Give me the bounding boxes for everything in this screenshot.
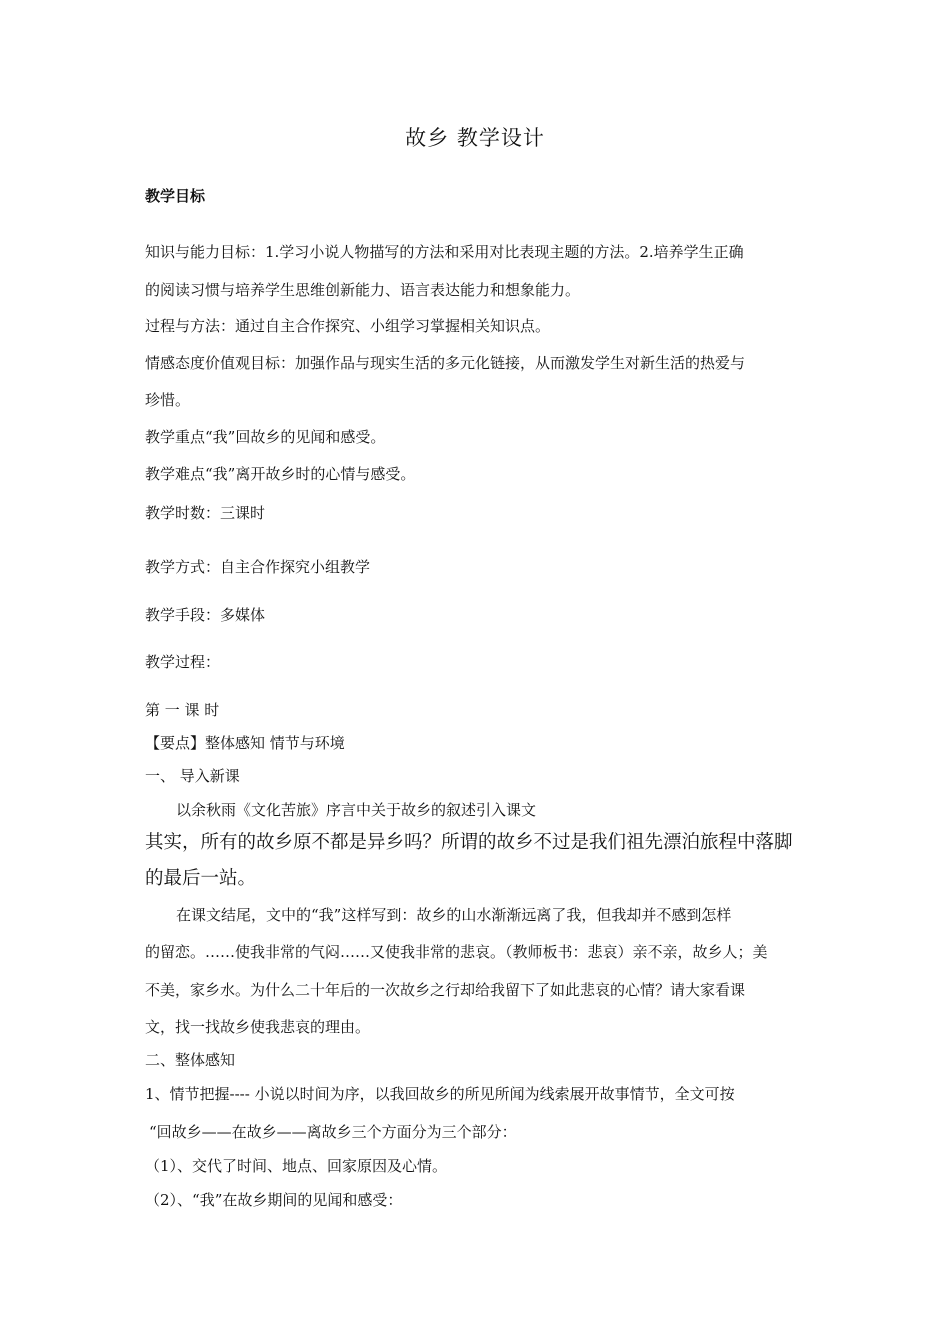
- step-one-heading: 一、 导入新课: [145, 767, 240, 785]
- document-title: 故乡 教学设计: [405, 126, 545, 150]
- objective-knowledge-line-2: 的阅读习惯与培养学生思维创新能力、语言表达能力和想象能力。: [145, 281, 581, 299]
- step-two-heading: 二、整体感知: [145, 1051, 236, 1069]
- objective-emotion-line-2: 珍惜。: [145, 391, 191, 409]
- difficult-point: 教学难点“我”离开故乡时的心情与感受。: [145, 465, 416, 483]
- part-one: （1）、交代了时间、地点、回家原因及心情。: [145, 1157, 448, 1175]
- intro-line: 以余秋雨《文化苦旅》序言中关于故乡的叙述引入课文: [176, 801, 537, 819]
- teaching-means: 教学手段：多媒体: [145, 606, 266, 624]
- objective-process: 过程与方法：通过自主合作探究、小组学习掌握相关知识点。: [145, 317, 551, 335]
- section-heading-objectives: 教学目标: [145, 187, 206, 205]
- key-focus: 【要点】整体感知 情节与环境: [145, 734, 345, 752]
- key-point: 教学重点“我”回故乡的见闻和感受。: [145, 428, 386, 446]
- lesson-one-heading: 第 一 课 时: [145, 701, 220, 719]
- paragraph-line-2: 的留恋。……使我非常的气闷……又使我非常的悲哀。（教师板书：悲哀）亲不亲，故乡人；美: [145, 943, 768, 961]
- part-two: （2）、“我”在故乡期间的见闻和感受：: [145, 1191, 403, 1209]
- teaching-method: 教学方式：自主合作探究小组教学: [145, 558, 371, 576]
- paragraph-line-1: 在课文结尾，文中的“我”这样写到：故乡的山水渐渐远离了我，但我却并不感到怎样: [176, 906, 732, 924]
- quote-line-2: 的最后一站。: [145, 868, 257, 889]
- paragraph-line-3: 不美，家乡水。为什么二十年后的一次故乡之行却给我留下了如此悲哀的心情？请大家看课: [145, 981, 746, 999]
- objective-emotion-line-1: 情感态度价值观目标：加强作品与现实生活的多元化链接，从而激发学生对新生活的热爱与: [145, 354, 746, 372]
- paragraph-line-4: 文，找一找故乡使我悲哀的理由。: [145, 1018, 371, 1036]
- class-hours: 教学时数：三课时: [145, 504, 266, 522]
- plot-line-2: “回故乡——在故乡——离故乡三个方面分为三个部分：: [149, 1123, 517, 1141]
- objective-knowledge-line-1: 知识与能力目标：1.学习小说人物描写的方法和采用对比表现主题的方法。2.培养学生正确: [145, 243, 744, 261]
- teaching-process: 教学过程：: [145, 653, 221, 671]
- plot-line-1: 1、情节把握---- 小说以时间为序，以我回故乡的所见所闻为线索展开故事情节，全文可按: [145, 1085, 735, 1103]
- quote-line-1: 其实，所有的故乡原不都是异乡吗？所谓的故乡不过是我们祖先漂泊旅程中落脚: [145, 832, 793, 853]
